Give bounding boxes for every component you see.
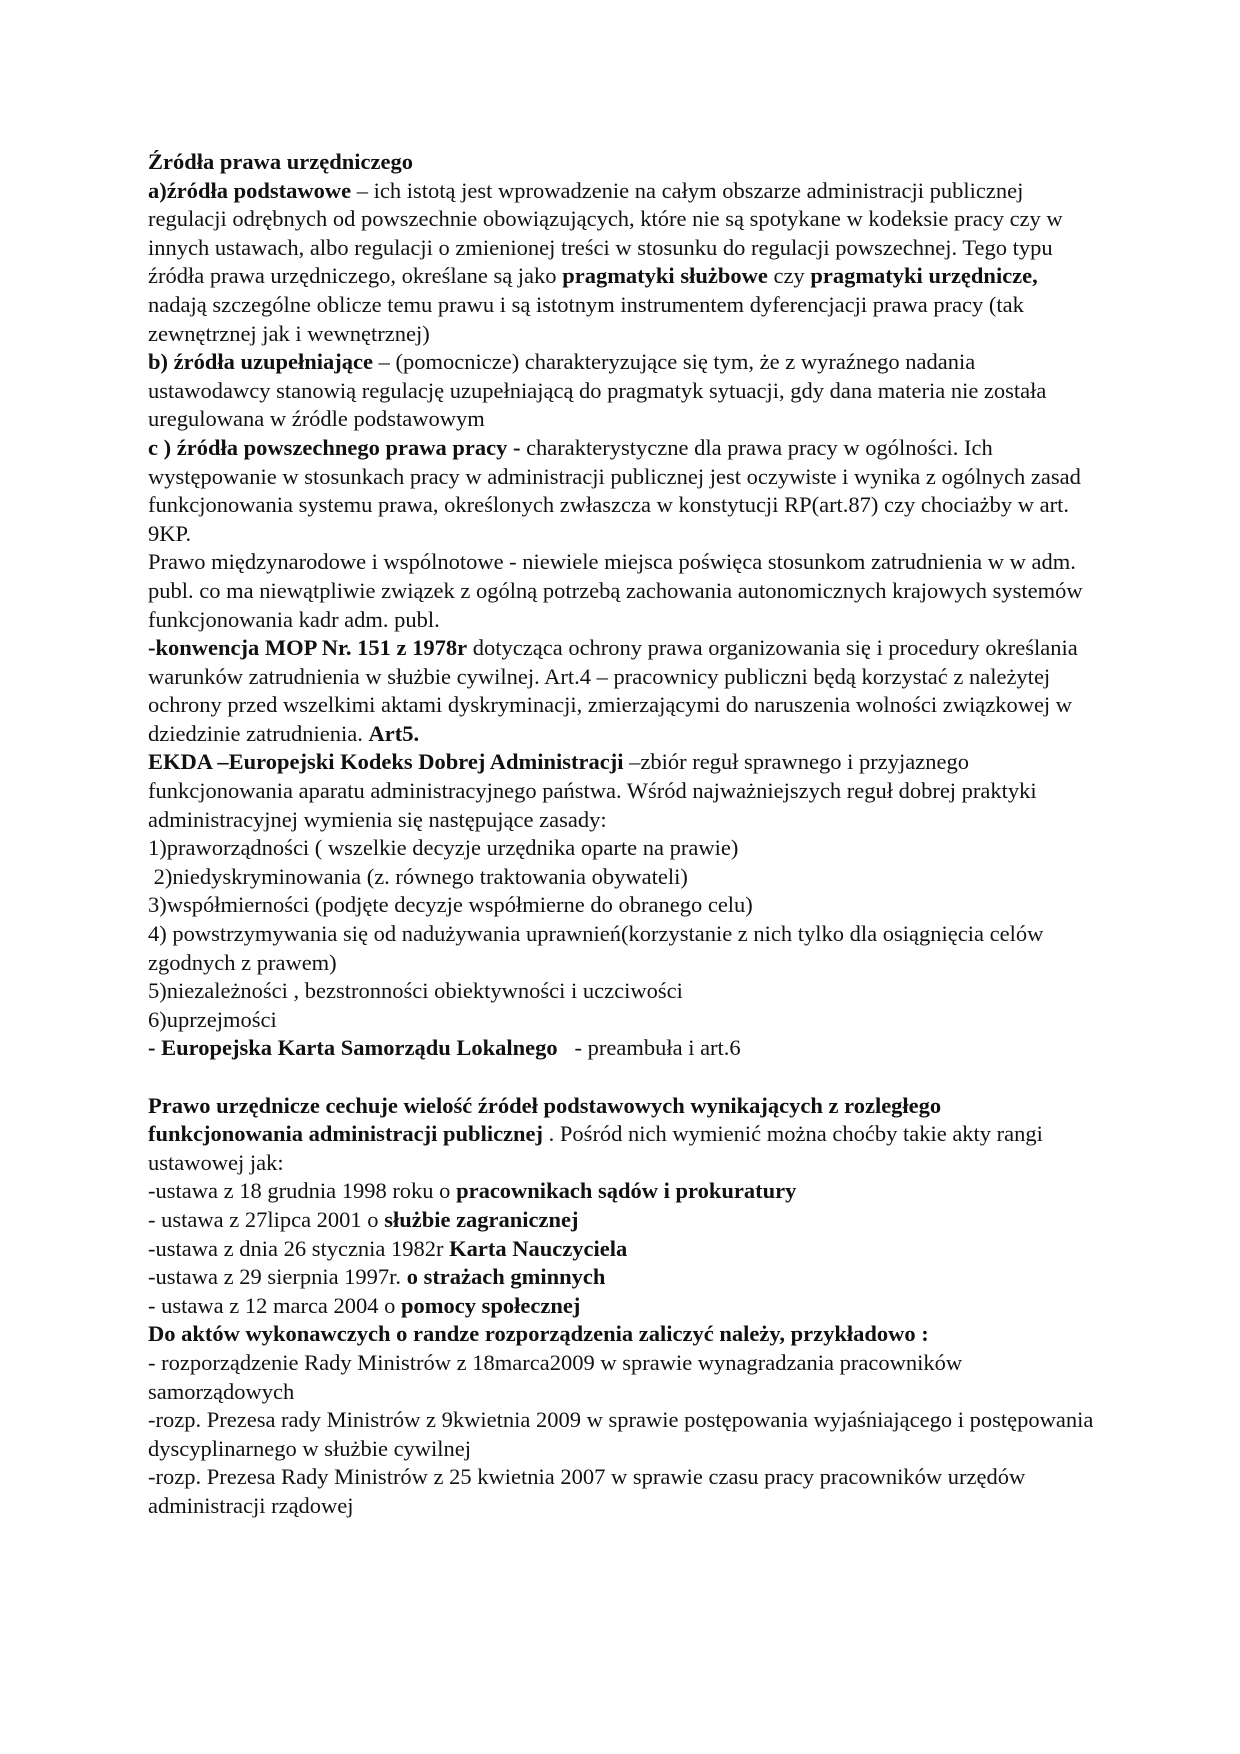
paragraph-ekda: EKDA –Europejski Kodeks Dobrej Administracji –zbiór reguł sprawnego i przyjaznego funkcjonowania aparatu administracyjnego państwa. Wśród najważniejszych reguł dobrej praktyki administracyjnej wymienia się następujące zasady: [148,749,1037,832]
list-item: - ustawa z 12 marca 2004 o pomocy społecznej [148,1292,581,1318]
term-pragmatyki-urzednicze: pragmatyki urzędnicze, [810,263,1038,289]
list-item: - rozporządzenie Rady Ministrów z 18marca2009 w sprawie wynagradzania pracowników samorządowych [148,1349,963,1404]
list-item: 6)uprzejmości [148,1006,277,1032]
list-item: -rozp. Prezesa rady Ministrów z 9kwietnia 2009 w sprawie postępowania wyjaśniającego i postępowania dyscyplinarnego w służbie cywilnej [148,1407,1094,1461]
list-item: -ustawa z 18 grudnia 1998 roku o pracownikach sądów i prokuratury [148,1178,797,1204]
term-powszechne: c ) źródła powszechnego prawa pracy - [148,434,521,460]
term-karta: - Europejska Karta Samorządu Lokalnego [148,1035,558,1061]
list-item: -rozp. Prezesa Rady Ministrów z 25 kwietnia 2007 w sprawie czasu pracy pracowników urzędów administracji rządowej [148,1464,1026,1518]
term-pragmatyki-sluzbowe: pragmatyki służbowe [562,263,768,289]
document-title: Źródła prawa urzędniczego [148,149,413,174]
document-page [148,148,1098,1521]
list-item: -ustawa z 29 sierpnia 1997r. o strażach gminnych [148,1264,606,1290]
list-item: 2)niedyskryminowania (z. równego traktowania obywateli) [148,863,688,889]
term-podstawowe: a)źródła podstawowe [148,177,352,203]
blank-line [148,1063,1098,1092]
list-item: 3)współmierności (podjęte decyzje współmierne do obranego celu) [148,892,753,918]
section-heading-wykonawcze: Do aktów wykonawczych o randze rozporządzenia zaliczyć należy, przykładowo : [148,1321,929,1347]
list-item: 5)niezależności , bezstronności obiektywności i uczciwości [148,978,683,1004]
paragraph-miedzynarodowe: Prawo międzynarodowe i wspólnotowe - niewiele miejsca poświęca stosunkom zatrudnienia w w adm. publ. co ma niewątpliwie związek z ogólną potrzebą zachowania autonomicznych krajowych systemów funkcjonowania kadr adm. publ. [148,549,1083,632]
paragraph-uzupelniajace: b) źródła uzupełniające – (pomocnicze) charakteryzujące się tym, że z wyraźnego nadania ustawodawcy stanowią regulację uzupełniającą do pragmatyk sytuacji, gdy dana materia nie została uregulowana w źródle podstawowym [148,349,1047,432]
term-uzupelniajace: b) źródła uzupełniające [148,349,373,375]
paragraph-podstawowe: a)źródła podstawowe – ich istotą jest wprowadzenie na całym obszarze administracji publicznej regulacji odrębnych od powszechnie obowiązujących, które nie są spotykane w kodeksie pracy czy w innych ustawach, albo regulacji o zmienionej treści w stosunku do regulacji powszechnej. Tego typu źródła prawa urzędniczego, określane są jako pragmatyki służbowe czy pragmatyki urzędnicze, nadają szczególne oblicze temu prawu i są istotnym instrumentem dyferencjacji prawa pracy (tak zewnętrznej jak i wewnętrznej) [148,177,1063,346]
term-ekda: EKDA –Europejski Kodeks Dobrej Administracji [148,749,624,775]
list-item: - ustawa z 27lipca 2001 o służbie zagranicznej [148,1206,579,1232]
list-item: -ustawa z dnia 26 stycznia 1982r Karta Nauczyciela [148,1235,628,1261]
list-item: 1)praworządności ( wszelkie decyzje urzędnika oparte na prawie) [148,835,739,861]
term-konwencja: -konwencja MOP Nr. 151 z 1978r [148,635,468,661]
list-item: 4) powstrzymywania się od nadużywania uprawnień(korzystanie z nich tylko dla osiągnięcia celów zgodnych z prawem) [148,921,1044,975]
paragraph-powszechne: c ) źródła powszechnego prawa pracy - charakterystyczne dla prawa pracy w ogólności. Ich występowanie w stosunkach pracy w administracji publicznej jest oczywiste i wynika z ogólnych zasad funkcjonowania systemu prawa, określonych zwłaszcza w konstytucji RP(art.87) czy chociażby w art. 9KP. [148,434,1081,546]
paragraph-karta: - Europejska Karta Samorządu Lokalnego - preambuła i art.6 [148,1035,741,1061]
paragraph-cechuje: Prawo urzędnicze cechuje wielość źródeł podstawowych wynikających z rozległego funkcjonowania administracji publicznej . Pośród nich wymienić można choćby takie akty rangi ustawowej jak: [148,1092,1043,1175]
paragraph-konwencja: -konwencja MOP Nr. 151 z 1978r dotycząca ochrony prawa organizowania się i procedury określania warunków zatrudnienia w służbie cywilnej. Art.4 – pracownicy publiczni będą korzystać z należytej ochrony przed wszelkimi aktami dyskryminacji, zmierzającymi do naruszenia wolności związkowej w dziedzinie zatrudnienia. Art5. [148,635,1078,746]
